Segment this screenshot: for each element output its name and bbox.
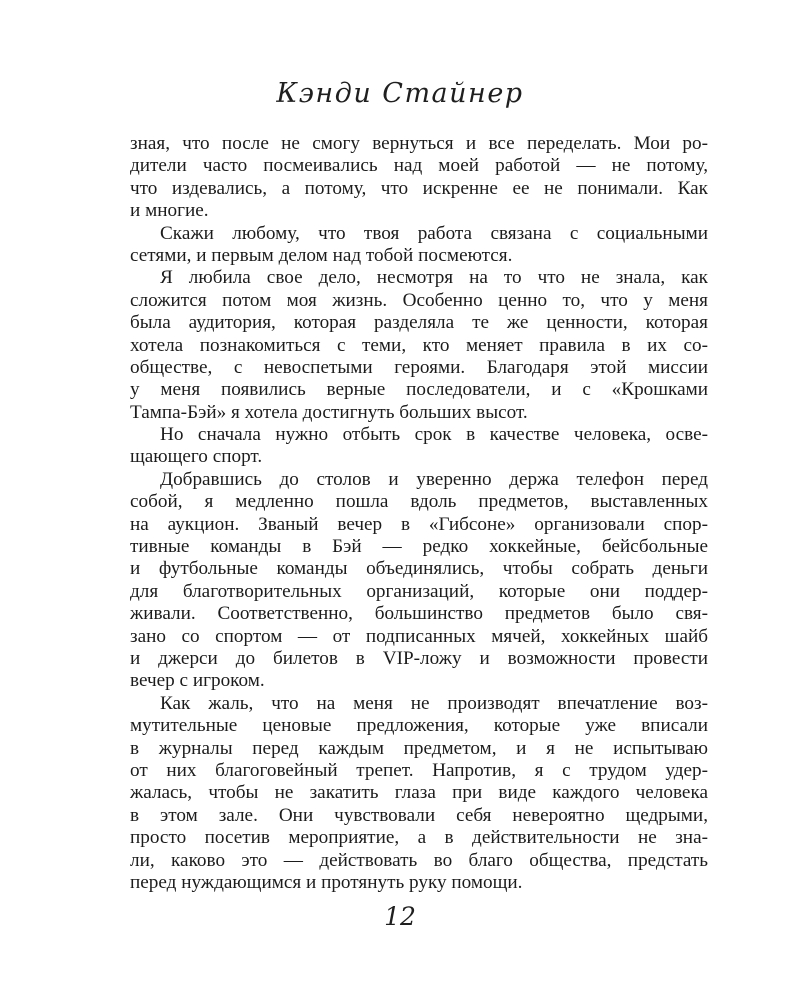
text-line: вечер с игроком. [130,670,265,692]
paragraph [130,133,708,223]
text-line: дители часто посмеивались над моей работой — не потому, [130,155,708,177]
text-line: сетями, и первым делом над тобой посмеются. [130,244,513,266]
text-line: просто посетив мероприятие, а в действительности не зна- [130,827,708,849]
text-line: обществе, с невоспетыми героями. Благодаря этой миссии [130,356,708,378]
text-line: Добравшись до столов и уверенно держа телефон перед [160,468,708,490]
text-line: и джерси до билетов в VIP-ложу и возможности провести [130,647,708,669]
text-line: перед нуждающимся и протянуть руку помощи. [130,871,523,893]
text-line: для благотворительных организаций, которые они поддер- [130,580,708,602]
text-line: щающего спорт. [130,446,263,468]
text-line: зная, что после не смогу вернуться и все переделать. Мои ро- [130,133,708,154]
text-line: сложится потом моя жизнь. Особенно ценно то, что у меня [130,289,708,311]
text-line: в журналы перед каждым предметом, и я не испытываю [130,737,708,759]
text-line: что издевались, а потому, что искренне ее не понимали. Как [130,177,708,199]
text-line: зано со спортом — от подписанных мячей, хоккейных шайб [130,625,708,647]
text-line: Скажи любому, что твоя работа связана с социальными [160,222,708,244]
text-line: Но сначала нужно отбыть срок в качестве человека, осве- [160,424,708,446]
running-head: Кэнди Стайнер [276,78,524,109]
text-line: и многие. [130,200,209,222]
paragraph [130,693,708,895]
text-line: жалась, чтобы не закатить глаза при виде каждого человека [130,782,708,804]
text-line: тивные команды в Бэй — редко хоккейные, бейсбольные [130,536,708,558]
body-text [130,133,708,894]
text-line: мутительные ценовые предложения, которые уже вписали [130,715,708,737]
paragraph [130,223,708,268]
text-line: и футбольные команды объединялись, чтобы собрать деньги [130,558,708,580]
text-line: Как жаль, что на меня не производят впечатление воз- [160,692,708,714]
text-line: хотела познакомиться с теми, кто меняет правила в их со- [130,334,708,356]
text-line: в этом зале. Они чувствовали себя невероятно щедрыми, [130,804,708,826]
text-line: на аукцион. Званый вечер в «Гибсоне» организовали спор- [130,513,708,535]
text-line: у меня появились верные последователи, и с «Крошками [130,379,708,401]
text-line: ли, каково это — действовать во благо общества, предстать [130,849,708,871]
paragraph [130,469,708,693]
text-line: была аудитория, которая разделяла те же ценности, которая [130,312,708,334]
paragraph [130,267,708,424]
text-line: Я любила свое дело, несмотря на то что не знала, как [160,267,708,289]
text-line: собой, я медленно пошла вдоль предметов, выставленных [130,491,708,513]
paragraph [130,424,708,469]
page-number: 12 [384,902,416,931]
text-line: Тампа-Бэй» я хотела достигнуть больших высот. [130,401,528,423]
text-line: живали. Соответственно, большинство предметов было свя- [130,603,708,625]
text-line: от них благоговейный трепет. Напротив, я с трудом удер- [130,759,708,781]
